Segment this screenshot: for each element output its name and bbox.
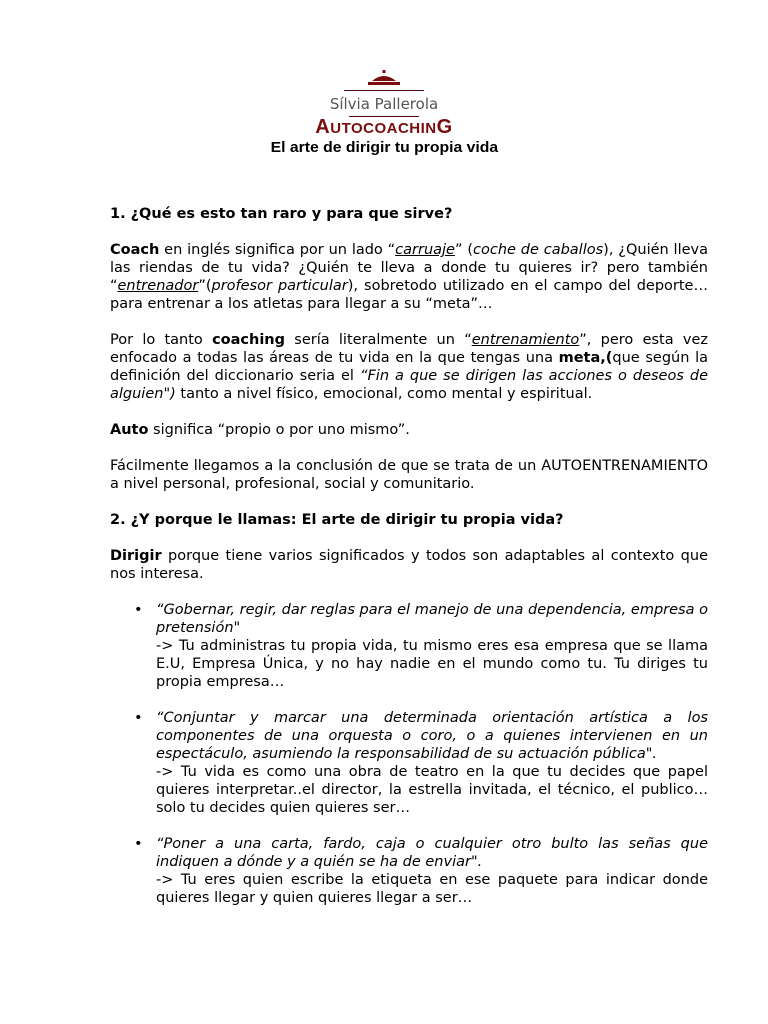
list-item [110, 709, 708, 817]
brand-tagline: El arte de dirigir tu propia vida [270, 139, 498, 156]
section-1-heading: 1. ¿Qué es esto tan raro y para que sirve? [110, 206, 453, 222]
paragraph-coach: Coach en inglés significa por un lado “carruaje” (coche de caballos), ¿Quién lleva las riendas de tu vida? ¿Quién te lleva a donde tu quieres ir? pero también “entrenador”(profesor particular), sobretodo utilizado en el campo del deporte…para entrenar a los atletas para llegar a su “meta”… [110, 242, 709, 312]
definitions-list [110, 601, 708, 907]
explanation-text: -> Tu administras tu propia vida, tu mismo eres esa empresa que se llama E.U, Empresa Única, y no hay nadie en el mundo como tu. Tu diriges tu propia empresa… [156, 638, 708, 690]
bullet-icon: • [134, 602, 143, 618]
header-divider [344, 90, 424, 91]
list-item [110, 601, 708, 691]
section-2-heading: 2. ¿Y porque le llamas: El arte de dirigir tu propia vida? [110, 512, 564, 528]
bullet-icon: • [134, 710, 143, 726]
definition-text: “Gobernar, regir, dar reglas para el manejo de una dependencia, empresa o pretensión" [156, 602, 708, 636]
explanation-text: -> Tu eres quien escribe la etiqueta en ese paquete para indicar donde quieres llegar y quien quieres llegar a ser… [156, 872, 708, 906]
document-header [0, 70, 768, 157]
brand-title: AUTOCOACHING [315, 116, 453, 138]
paragraph-auto: Auto significa “propio o por uno mismo”. [110, 422, 410, 438]
document-body [110, 205, 708, 925]
paragraph-dirigir: Dirigir porque tiene varios significados y todos son adaptables al contexto que nos interesa. [110, 548, 708, 582]
bullet-icon: • [134, 836, 143, 852]
paragraph-coaching: Por lo tanto coaching sería literalmente un “entrenamiento”, pero esta vez enfocado a todas las áreas de tu vida en la que tengas una meta,(que según la definición del diccionario seria el “Fin a que se dirigen las acciones o deseos de alguien") tanto a nivel físico, emocional, como mental y espiritual. [110, 332, 709, 402]
list-item [110, 835, 708, 907]
definition-text: “Poner a una carta, fardo, caja o cualquier otro bulto las señas que indiquen a dónde y a quién se ha de enviar". [156, 836, 708, 870]
author-name: Sílvia Pallerola [329, 95, 439, 113]
explanation-text: -> Tu vida es como una obra de teatro en la que tu decides que papel quieres interpretar..el director, la estrella invitada, el técnico, el publico…solo tu decides quien quieres ser… [156, 764, 708, 816]
paragraph-conclusion: Fácilmente llegamos a la conclusión de que se trata de un AUTOENTRENAMIENTO a nivel personal, profesional, social y comunitario. [110, 458, 708, 492]
dome-logo-icon [364, 70, 404, 86]
definition-text: “Conjuntar y marcar una determinada orientación artística a los componentes de una orquesta o coro, o a quienes intervienen en un espectáculo, asumiendo la responsabilidad de su actuación pública". [156, 710, 708, 762]
